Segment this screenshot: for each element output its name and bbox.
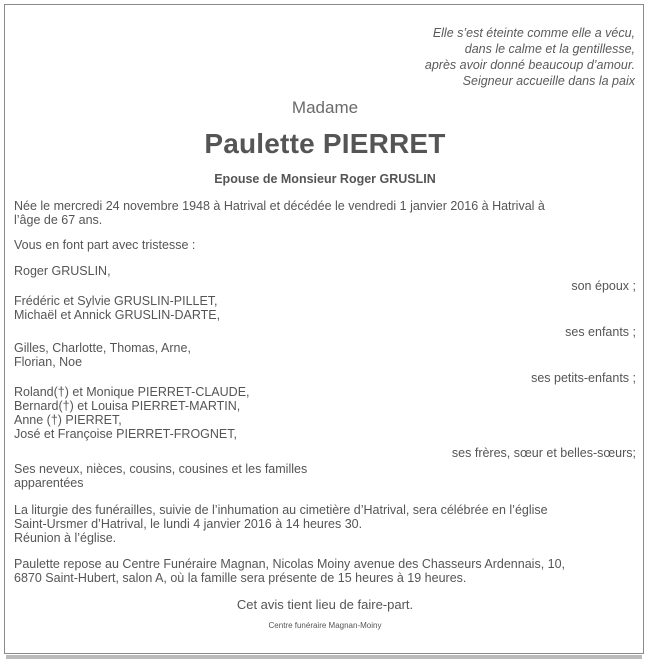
family-name: Gilles, Charlotte, Thomas, Arne, xyxy=(14,341,191,355)
quote-line: dans le calme et la gentillesse, xyxy=(464,42,635,56)
family-name: Ses neveux, nièces, cousins, cousines et les familles xyxy=(14,462,308,476)
family-name: apparentées xyxy=(14,476,84,490)
family-name: Bernard(†) et Louisa PIERRET-MARTIN, xyxy=(14,399,241,413)
paragraph-line: 6870 Saint-Hubert, salon A, où la famille sera présente de 15 heures à 19 heures. xyxy=(14,571,467,585)
funeral-home-signature: Centre funéraire Magnan-Moiny xyxy=(268,621,382,630)
spouse-line: Epouse de Monsieur Roger GRUSLIN xyxy=(214,172,436,186)
paragraph-line: l’âge de 67 ans. xyxy=(14,213,103,227)
family-name: Roger GRUSLIN, xyxy=(14,264,111,278)
deceased-name: Paulette PIERRET xyxy=(204,128,446,159)
epitaph-quote xyxy=(235,25,635,89)
family-name: José et Françoise PIERRET-FROGNET, xyxy=(14,427,237,441)
paragraph-line: La liturgie des funérailles, suivie de l’inhumation au cimetière d’Hatrival, sera célébrée en l’église xyxy=(14,503,548,517)
birth-death-paragraph xyxy=(14,199,636,227)
family-siblings-names xyxy=(14,385,636,441)
paragraph-line: Paulette repose au Centre Funéraire Magnan, Nicolas Moiny avenue des Chasseurs Ardennais, 10, xyxy=(14,557,566,571)
paragraph-line: Née le mercredi 24 novembre 1948 à Hatrival et décédée le vendredi 1 janvier 2016 à Hatrival à xyxy=(14,199,545,213)
quote-line: Seigneur accueille dans la paix xyxy=(462,74,635,88)
family-name: Anne (†) PIERRET, xyxy=(14,413,122,427)
family-name: Michaël et Annick GRUSLIN-DARTE, xyxy=(14,308,221,322)
paragraph-line: Réunion à l’église. xyxy=(14,531,117,545)
quote-line: après avoir donné beaucoup d’amour. xyxy=(424,58,635,72)
family-children-names xyxy=(14,294,636,322)
family-name: Frédéric et Sylvie GRUSLIN-PILLET, xyxy=(14,294,218,308)
notice-line: Cet avis tient lieu de faire-part. xyxy=(236,597,414,612)
family-spouse-names xyxy=(14,264,636,278)
intro-line: Vous en font part avec tristesse : xyxy=(14,238,196,252)
family-others xyxy=(14,462,636,490)
relation-spouse: son époux ; xyxy=(571,279,636,293)
honorific-title: Madame xyxy=(291,98,359,117)
family-grandchildren-names xyxy=(14,341,636,369)
relation-siblings: ses frères, sœur et belles-sœurs; xyxy=(451,446,636,460)
funeral-home-paragraph xyxy=(14,557,636,585)
family-name: Florian, Noe xyxy=(14,355,83,369)
liturgy-paragraph xyxy=(14,503,636,545)
quote-line: Elle s’est éteinte comme elle a vécu, xyxy=(432,26,635,40)
paragraph-line: Saint-Ursmer d’Hatrival, le lundi 4 janvier 2016 à 14 heures 30. xyxy=(14,517,363,531)
relation-grandchildren: ses petits-enfants ; xyxy=(531,371,636,385)
family-name: Roland(†) et Monique PIERRET-CLAUDE, xyxy=(14,385,250,399)
relation-children: ses enfants ; xyxy=(565,325,636,339)
